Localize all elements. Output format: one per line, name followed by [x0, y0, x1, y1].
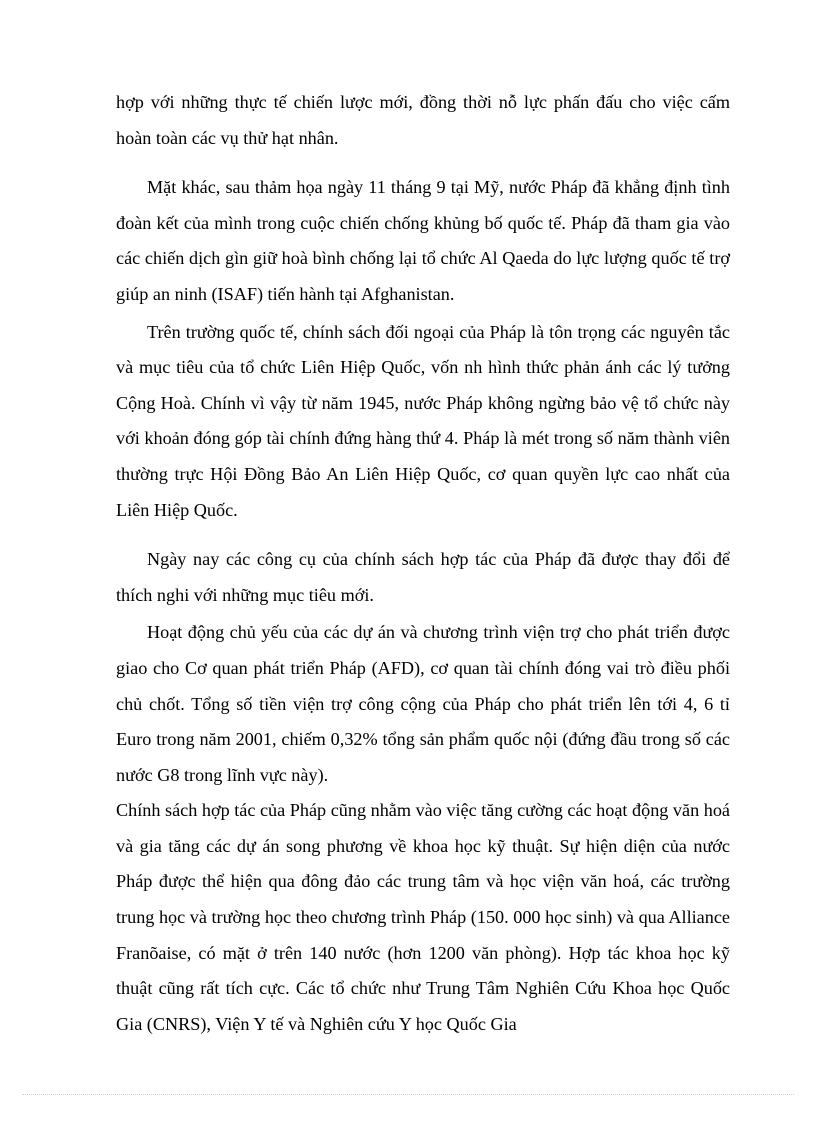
paragraph-4: Ngày nay các công cụ của chính sách hợp tác của Pháp đã được thay đổi để thích nghi với những mục tiêu mới.: [116, 549, 730, 605]
page-bottom-border: [22, 1094, 794, 1095]
body-text: [116, 85, 730, 1042]
paragraph-5: Hoạt động chủ yếu của các dự án và chương trình viện trợ cho phát triển được giao cho Cơ quan phát triển Pháp (AFD), cơ quan tài chính đóng vai trò điều phối chủ chốt. Tổng số tiền viện trợ công cộng của Pháp cho phát triển lên tới 4, 6 tỉ Euro trong năm 2001, chiếm 0,32% tổng sản phẩm quốc nội (đứng đầu trong số các nước G8 trong lĩnh vực này).: [116, 622, 730, 785]
paragraph-3: Trên trường quốc tế, chính sách đối ngoại của Pháp là tôn trọng các nguyên tắc và mục tiêu của tổ chức Liên Hiệp Quốc, vốn nh hình thức phản ánh các lý tưởng Cộng Hoà. Chính vì vậy từ năm 1945, nước Pháp không ngừng bảo vệ tổ chức này với khoản đóng góp tài chính đứng hàng thứ 4. Pháp là mét trong số năm thành viên thường trực Hội Đồng Bảo An Liên Hiệp Quốc, cơ quan quyền lực cao nhất của Liên Hiệp Quốc.: [116, 321, 730, 520]
paragraph-6: Chính sách hợp tác của Pháp cũng nhằm vào việc tăng cường các hoạt động văn hoá và gia tăng các dự án song phương về khoa học kỹ thuật. Sự hiện diện của nước Pháp được thể hiện qua đông đảo các trung tâm và học viện văn hoá, các trường trung học và trường học theo chương trình Pháp (150. 000 học sinh) và qua Alliance Franõaise, có mặt ở trên 140 nước (hơn 1200 văn phòng). Hợp tác khoa học kỹ thuật cũng rất tích cực. Các tổ chức như Trung Tâm Nghiên Cứu Khoa học Quốc Gia (CNRS), Viện Y tế và Nghiên cứu Y học Quốc Gia: [116, 800, 730, 1034]
paragraph-1: hợp với những thực tế chiến lược mới, đồng thời nỗ lực phấn đấu cho việc cấm hoàn toàn các vụ thử hạt nhân.: [116, 92, 730, 148]
paragraph-2: Mặt khác, sau thảm họa ngày 11 tháng 9 tại Mỹ, nước Pháp đã khẳng định tình đoàn kết của mình trong cuộc chiến chống khủng bố quốc tế. Pháp đã tham gia vào các chiến dịch gìn giữ hoà bình chống lại tổ chức Al Qaeda do lực lượng quốc tế trợ giúp an ninh (ISAF) tiến hành tại Afghanistan.: [116, 177, 730, 304]
